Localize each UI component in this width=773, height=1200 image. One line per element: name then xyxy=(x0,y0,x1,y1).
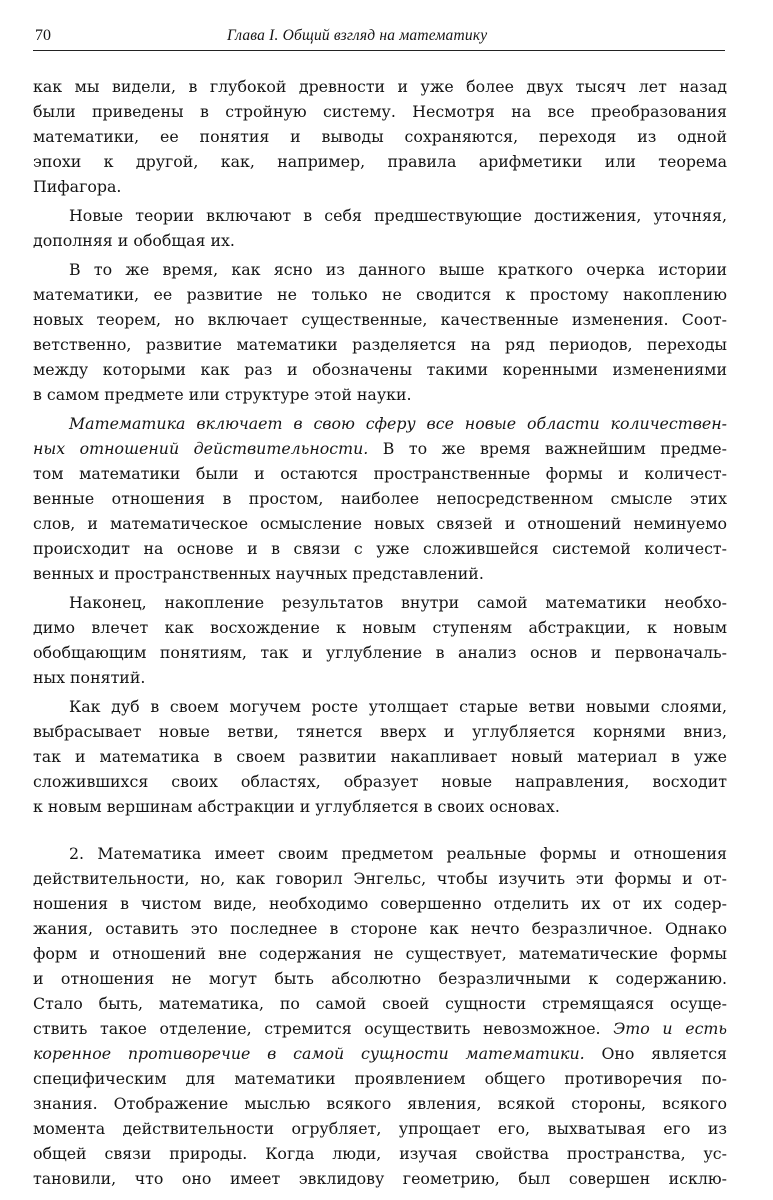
text-line: в самом предмете или структуре этой науки. xyxy=(33,385,412,404)
text-line: момента действительности огрубляет, упрощает его, выхватывая его из xyxy=(33,1119,727,1138)
text-line: форм и отношений вне содержания не существует, математические формы xyxy=(33,944,727,963)
page-number: 70 xyxy=(35,27,51,44)
text-line: тановили, что оно имеет эвклидову геометрию, был совершен исклю- xyxy=(33,1169,727,1188)
text-line: димо влечет как восхождение к новым ступеням абстракции, к новым xyxy=(33,618,727,637)
text-run: Оно является xyxy=(584,1044,728,1063)
paragraph-development xyxy=(33,257,727,407)
text-line: Как дуб в своем могучем росте утолщает старые ветви новыми слоями, xyxy=(69,697,727,716)
paragraph-new-theories xyxy=(33,203,727,253)
text-line: новых теорем, но включает существенные, качественные изменения. Соот- xyxy=(33,310,727,329)
text-line: венные отношения в простом, наиболее непосредственном смысле этих xyxy=(33,489,727,508)
text-line: В то же время, как ясно из данного выше краткого очерка истории xyxy=(69,260,727,279)
text-line-mixed xyxy=(33,436,727,461)
text-line: жания, оставить это последнее в стороне как нечто безразличное. Однако xyxy=(33,919,727,938)
text-line: как мы видели, в глубокой древности и уже более двух тысяч лет назад xyxy=(33,77,727,96)
running-header xyxy=(33,22,725,51)
text-line: происходит на основе и в связи с уже сложившейся системой количест- xyxy=(33,539,727,558)
text-line: действительности, но, как говорил Энгельс, чтобы изучить эти формы и от- xyxy=(33,869,727,888)
text-line: сложившихся своих областях, образует новые направления, восходит xyxy=(33,772,727,791)
text-line: Стало быть, математика, по самой своей сущности стремящаяся осуще- xyxy=(33,994,727,1013)
italic-phrase: ных отношений действительности. xyxy=(33,439,369,458)
text-run: ствить такое отделение, стремится осуществить невозможное. xyxy=(33,1019,614,1038)
text-line: 2. Математика имеет своим предметом реальные формы и отношения xyxy=(69,844,727,863)
text-line-mixed xyxy=(33,1041,727,1066)
text-line: ных понятий. xyxy=(33,668,146,687)
text-line: ветственно, развитие математики разделяется на ряд периодов, переходы xyxy=(33,335,727,354)
paragraph-accumulation xyxy=(33,590,727,690)
body-text xyxy=(33,74,727,1191)
text-line: эпохи к другой, как, например, правила арифметики или теорема xyxy=(33,152,727,171)
text-line-mixed xyxy=(33,1016,727,1041)
text-line-italic: Математика включает в свою сферу все новые области количествен- xyxy=(69,414,727,433)
text-line: Пифагора. xyxy=(33,177,122,196)
paragraph-continuation xyxy=(33,74,727,199)
text-line: Новые теории включают в себя предшествующие достижения, уточняя, xyxy=(69,206,727,225)
text-line: ношения в чистом виде, необходимо совершенно отделить их от их содер- xyxy=(33,894,727,913)
italic-phrase: Это и есть xyxy=(613,1019,727,1038)
text-line: дополняя и обобщая их. xyxy=(33,231,235,250)
text-line: специфическим для математики проявлением общего противоречия по- xyxy=(33,1069,727,1088)
text-line: и отношения не могут быть абсолютно безразличными к содержанию. xyxy=(33,969,727,988)
paragraph-sphere xyxy=(33,411,727,586)
text-line: знания. Отображение мыслью всякого явления, всякой стороны, всякого xyxy=(33,1094,727,1113)
text-line: были приведены в стройную систему. Несмотря на все преобразования xyxy=(33,102,727,121)
text-line: математики, ее развитие не только не сводится к простому накоплению xyxy=(33,285,727,304)
text-line: венных и пространственных научных представлений. xyxy=(33,564,484,583)
text-line: математики, ее понятия и выводы сохраняются, переходя из одной xyxy=(33,127,727,146)
running-title: Глава I. Общий взгляд на математику xyxy=(227,27,488,44)
text-line: общей связи природы. Когда люди, изучая свойства пространства, ус- xyxy=(33,1144,727,1163)
text-line: Наконец, накопление результатов внутри самой математики необхо- xyxy=(69,593,727,612)
text-line: том математики были и остаются пространственные формы и количест- xyxy=(33,464,727,483)
italic-phrase: коренное противоречие в самой сущности математики. xyxy=(33,1044,585,1063)
text-run: В то же время важнейшим предме- xyxy=(368,439,727,458)
text-line: обобщающим понятиям, так и углубление в анализ основ и первоначаль- xyxy=(33,643,727,662)
text-line: к новым вершинам абстракции и углубляется в своих основах. xyxy=(33,797,560,816)
text-line: между которыми как раз и обозначены такими коренными изменениями xyxy=(33,360,727,379)
paragraph-oak xyxy=(33,694,727,819)
text-line: слов, и математическое осмысление новых связей и отношений неминуемо xyxy=(33,514,727,533)
paragraph-section-2 xyxy=(33,841,727,1191)
text-line: так и математика в своем развитии накапливает новый материал в уже xyxy=(33,747,727,766)
text-line: выбрасывает новые ветви, тянется вверх и углубляется корнями вниз, xyxy=(33,722,727,741)
